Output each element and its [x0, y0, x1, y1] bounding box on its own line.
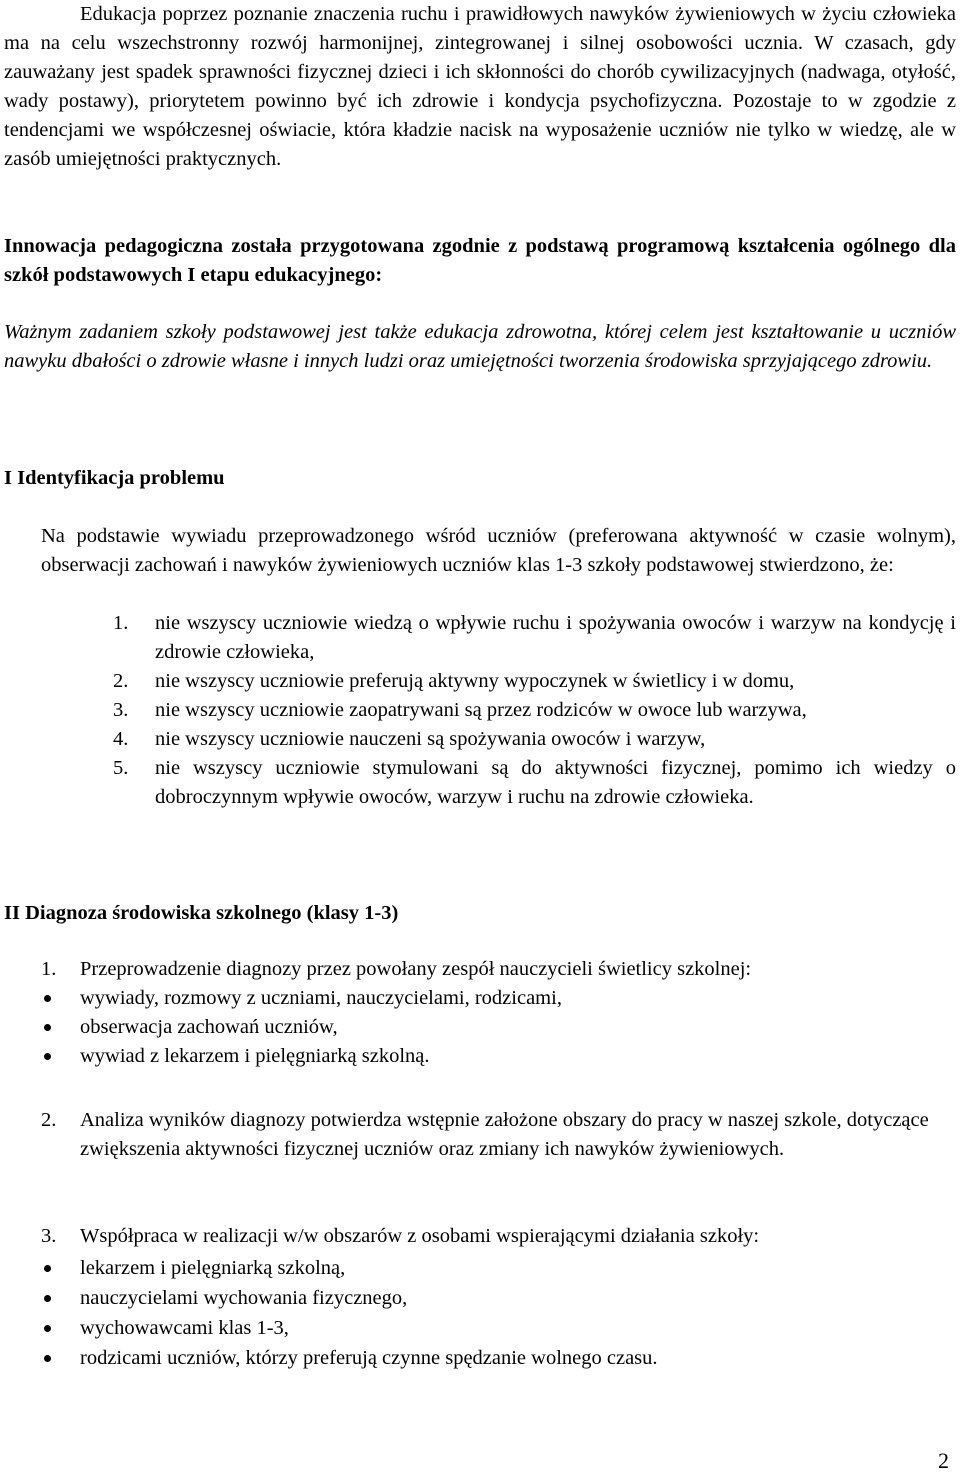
bullet-icon [44, 1265, 51, 1272]
intro-paragraph: Edukacja poprzez poznanie znaczenia ruchu i prawidłowych nawyków żywieniowych w życiu człowieka ma na celu wszechstronny rozwój harmonijnej, zintegrowanej i silnej osobowości ucznia. W czasach, gdy zauważany jest spadek sprawności fizycznej dzieci i ich skłonności do chorób cywilizacyjnych (nadwaga, otyłość, wady postawy), priorytetem powinno być ich zdrowie i kondycja psychofizyczna. Pozostaje to w zgodzie z tendencjami we współczesnej oświacie, która kładzie nacisk na wyposażenie uczniów nie tylko w wiedzę, ale w zasób umiejętności praktycznych. [4, 3, 956, 170]
bullet-text: nauczycielami wychowania fizycznego, [80, 1287, 408, 1309]
list-item-text: nie wszyscy uczniowie preferują aktywny wypoczynek w świetlicy i w domu, [155, 670, 795, 692]
bullet-text: wywiady, rozmowy z uczniami, nauczycielami, rodzicami, [80, 987, 562, 1009]
point-text: Przeprowadzenie diagnozy przez powołany zespół nauczycieli świetlicy szkolnej: [80, 958, 752, 980]
list-item-text: nie wszyscy uczniowie zaopatrywani są przez rodziców w owoce lub warzywa, [155, 699, 807, 721]
point-number: 2. [41, 1109, 57, 1131]
point-number: 1. [41, 958, 57, 980]
bullet-text: wychowawcami klas 1-3, [80, 1317, 289, 1339]
list-item-text: nie wszyscy uczniowie nauczeni są spożywania owoców i warzyw, [155, 728, 706, 750]
point-text: Współpraca w realizacji w/w obszarów z osobami wspierającymi działania szkoły: [80, 1225, 760, 1247]
bullet-item [0, 1314, 960, 1343]
bullet-item [0, 1013, 960, 1042]
list-item [113, 725, 956, 754]
innovation-statement: Innowacja pedagogiczna została przygotowana zgodnie z podstawą programową kształcenia ogólnego dla szkół podstawowych I etapu edukacyjnego: [4, 235, 956, 286]
point-number: 3. [41, 1225, 57, 1247]
point-text: Analiza wyników diagnozy potwierdza wstępnie założone obszary do pracy w naszej szkole, dotyczące zwiększenia aktywności fizycznej uczniów oraz zmiany ich nawyków żywieniowych. [80, 1109, 929, 1160]
list-item [113, 609, 956, 667]
list-number: 4. [113, 728, 129, 750]
bullet-text: obserwacja zachowań uczniów, [80, 1016, 338, 1038]
bullet-item [0, 1284, 960, 1313]
list-item-text: nie wszyscy uczniowie stymulowani są do aktywności fizycznej, pomimo ich wiedzy o dobroczynnym wpływie owoców, warzyw i ruchu na zdrowie człowieka. [155, 757, 956, 808]
point-3-bullets [0, 1254, 960, 1374]
bullet-icon [44, 1295, 51, 1302]
section-2-heading: II Diagnoza środowiska szkolnego (klasy 1-3) [4, 902, 399, 924]
point-1-bullets [0, 984, 960, 1074]
page-number: 2 [938, 1448, 949, 1473]
bullet-icon [44, 1355, 51, 1362]
list-number: 3. [113, 699, 129, 721]
list-number: 2. [113, 670, 129, 692]
diagnosis-point-2 [41, 1106, 941, 1164]
bullet-icon [44, 995, 51, 1002]
problem-list [113, 609, 956, 841]
bullet-icon [44, 1024, 51, 1031]
diagnosis-point-1 [41, 955, 956, 984]
bullet-text: lekarzem i pielęgniarką szkolną, [80, 1257, 346, 1279]
section-1-heading: I Identyfikacja problemu [4, 467, 225, 489]
bullet-text: rodzicami uczniów, którzy preferują czynne spędzanie wolnego czasu. [80, 1347, 658, 1369]
list-item [113, 667, 956, 696]
list-item [113, 754, 956, 812]
bullet-icon [44, 1325, 51, 1332]
diagnosis-point-3 [41, 1222, 956, 1251]
bullet-item [0, 1344, 960, 1373]
section-1-intro: Na podstawie wywiadu przeprowadzonego wśród uczniów (preferowana aktywność w czasie wolnym), obserwacji zachowań i nawyków żywieniowych uczniów klas 1-3 szkoły podstawowej stwierdzono, że: [41, 525, 956, 576]
bullet-text: wywiad z lekarzem i pielęgniarką szkolną. [80, 1045, 430, 1067]
list-number: 5. [113, 757, 129, 779]
bullet-item [0, 984, 960, 1013]
curriculum-quote: Ważnym zadaniem szkoły podstawowej jest także edukacja zdrowotna, której celem jest kształtowanie u uczniów nawyku dbałości o zdrowie własne i innych ludzi oraz umiejętności tworzenia środowiska sprzyjającego zdrowiu. [4, 321, 956, 372]
bullet-icon [44, 1053, 51, 1060]
bullet-item [0, 1042, 960, 1071]
list-number: 1. [113, 612, 129, 634]
bullet-item [0, 1254, 960, 1283]
list-item [113, 696, 956, 725]
list-item-text: nie wszyscy uczniowie wiedzą o wpływie ruchu i spożywania owoców i warzyw na kondycję i zdrowie człowieka, [155, 612, 956, 663]
